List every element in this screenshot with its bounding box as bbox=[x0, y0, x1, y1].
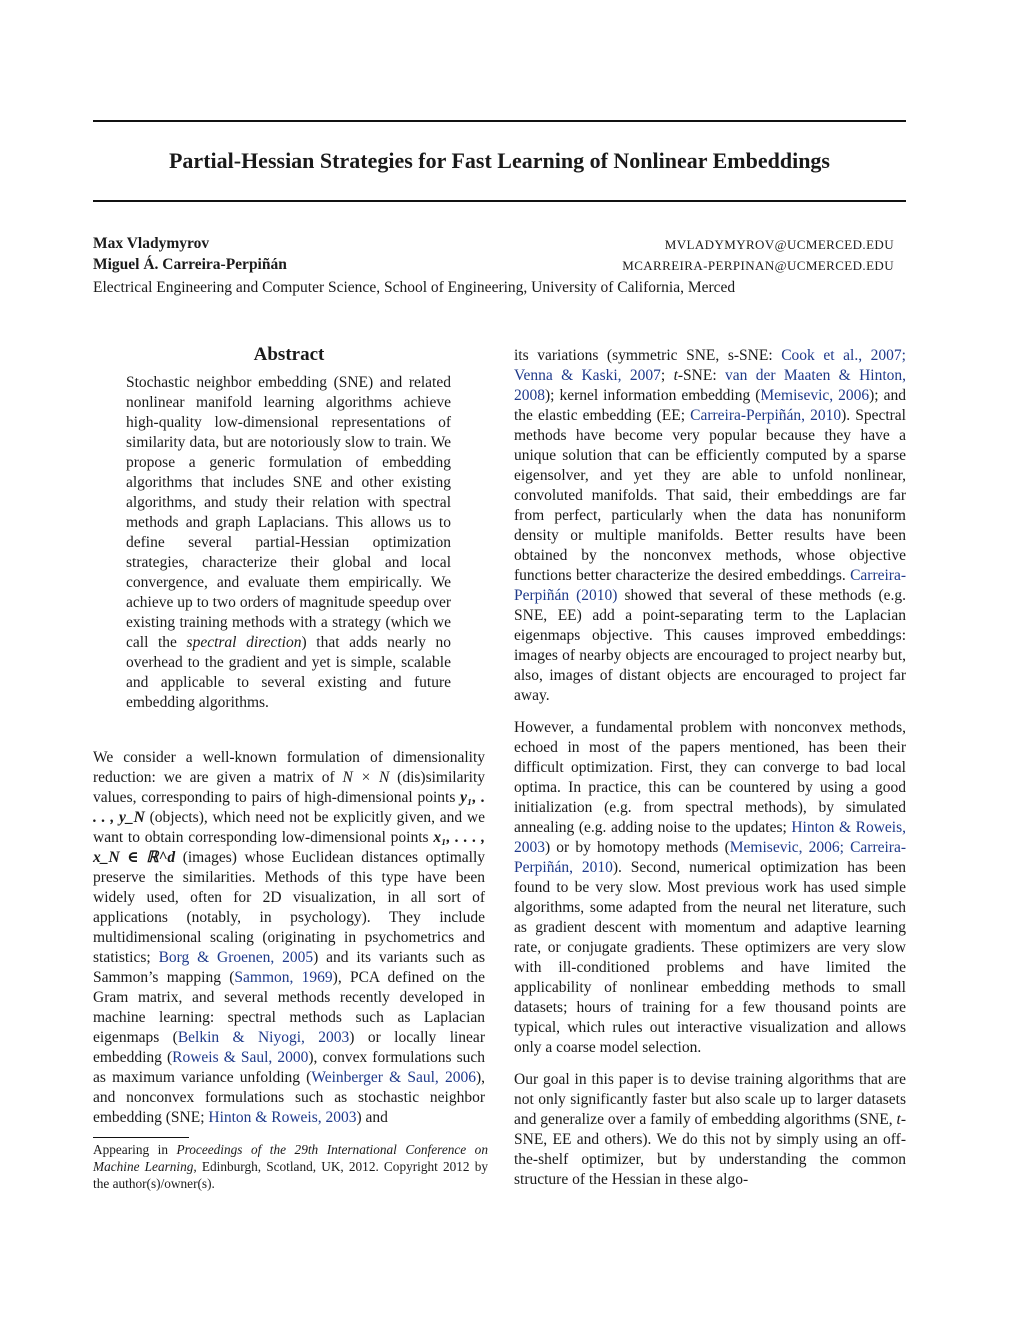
citation-hinton-roweis-2[interactable]: Hinton & Roweis, 2003 bbox=[514, 819, 906, 856]
abstract-heading: Abstract bbox=[253, 344, 325, 365]
top-rule bbox=[93, 120, 906, 122]
author-name-2: Miguel Á. Carreira-Perpiñán bbox=[93, 256, 287, 273]
footnote: Appearing in Proceedings of the 29th International Conference on Machine Learning, Edinburgh, Scotland, UK, 2012. Copyright 2012 by the author(s)/owner(s). bbox=[93, 1142, 489, 1191]
citation-memisevic[interactable]: Memisevic, 2006 bbox=[760, 387, 870, 404]
author-name-1: Max Vladymyrov bbox=[93, 235, 210, 252]
footnote-rule bbox=[93, 1137, 189, 1138]
citation-hinton-roweis[interactable]: Hinton & Roweis, 2003 bbox=[208, 1109, 357, 1126]
intro-paragraph: We consider a well-known formulation of dimensionality reduction: we are given a matrix of N × N (dis)similarity values, corresponding to pairs of high-dimensional points y₁, . . . , y_N (objects), which need not be explicitly given, and we want to obtain corresponding low-dimensional points x₁, . . . , x_N ∈ ℝ^d (images) whose Euclidean distances optimally preserve the similarities. Methods of this type have been widely used, often for 2D visualization, in all sort of applications (notably, in psychology). They include multidimensional scaling (originating in psychometrics and statistics; Borg & Groenen, 2005) and its variants such as Sammon’s mapping (Sammon, 1969), PCA defined on the Gram matrix, and several methods recently developed in machine learning: spectral methods such as Laplacian eigenmaps (Belkin & Niyogi, 2003) or locally linear embedding (Roweis & Saul, 2000), convex formulations such as maximum variance unfolding (Weinberger & Saul, 2006), and nonconvex formulations such as stochastic neighbor embedding (SNE; Hinton & Roweis, 2003) and bbox=[93, 749, 486, 1126]
author-email-2[interactable]: MCARREIRA-PERPINAN@UCMERCED.EDU bbox=[622, 258, 894, 273]
citation-borg-groenen[interactable]: Borg & Groenen, 2005 bbox=[158, 949, 314, 966]
citation-van-der-maaten[interactable]: van der Maaten & Hinton, 2008 bbox=[514, 367, 907, 404]
citation-cook-venna[interactable]: Cook et al., 2007; Venna & Kaski, 2007 bbox=[514, 347, 906, 384]
citation-memisevic-carreira[interactable]: Memisevic, 2006; Carreira-Perpiñán, 2010 bbox=[514, 839, 907, 876]
abstract-text: Stochastic neighbor embedding (SNE) and related nonlinear manifold learning algorithms achieve high-quality low-dimensional representations of similarity data, but are notoriously slow to train. We propose a generic formulation of embedding algorithms that includes SNE and other existing algorithms, and study their relation with spectral methods and graph Laplacians. This allows us to define several partial-Hessian optimization strategies, characterize their global and local convergence, and evaluate them empirically. We achieve up to two orders of magnitude speedup over existing training methods with a strategy (which we call the spectral direction) that adds nearly no overhead to the gradient and yet is simple, scalable and applicable to several existing and future embedding algorithms. bbox=[126, 374, 451, 711]
paragraph-problem: However, a fundamental problem with nonconvex methods, echoed in most of the papers mentioned, has been their difficult optimization. First, they can converge to bad local optima. In practice, this can be countered by using a good initialization (e.g. from spectral methods), by simulated annealing (e.g. adding noise to the updates; Hinton & Roweis, 2003) or by homotopy methods (Memisevic, 2006; Carreira-Perpiñán, 2010). Second, numerical optimization has been found to be very slow. Most previous work has used simple algorithms, some adapted from the neural net literature, such as gradient descent with momentum and adaptive learning rate, or conjugate gradients. These optimizers are very slow with ill-conditioned problems and have limited the applicability of nonlinear embedding methods to small datasets; hours of training for a few thousand points are typical, which rules out interactive visualization and allows only a coarse model selection. bbox=[514, 719, 907, 1056]
math-n-by-n: N × N bbox=[342, 769, 390, 786]
author-email-1[interactable]: MVLADYMYROV@UCMERCED.EDU bbox=[664, 237, 894, 252]
citation-weinberger-saul[interactable]: Weinberger & Saul, 2006 bbox=[311, 1069, 476, 1086]
affiliation: Electrical Engineering and Computer Science, School of Engineering, University of California, Merced bbox=[93, 279, 736, 296]
math-y-points: y₁, . . . , y_N bbox=[93, 789, 485, 826]
citation-roweis-saul[interactable]: Roweis & Saul, 2000 bbox=[172, 1049, 309, 1066]
title-bottom-rule bbox=[93, 200, 906, 202]
citation-carreira-perpinan-2[interactable]: Carreira-Perpiñán (2010) bbox=[514, 567, 906, 604]
math-x-points: x₁, . . . , x_N ∈ ℝ^d bbox=[93, 829, 485, 866]
paragraph-goal: Our goal in this paper is to devise training algorithms that are not only significantly faster but also scale up to larger datasets and generalize over a family of embedding algorithms (SNE, t-SNE, EE and others). We do this not by simply using an off-the-shelf optimizer, but by understanding the common structure of the Hessian in these algo- bbox=[514, 1071, 906, 1188]
citation-carreira-perpinan[interactable]: Carreira-Perpiñán, 2010 bbox=[690, 407, 842, 424]
citation-belkin-niyogi[interactable]: Belkin & Niyogi, 2003 bbox=[177, 1029, 350, 1046]
paper-title: Partial-Hessian Strategies for Fast Learning of Nonlinear Embeddings bbox=[168, 148, 830, 173]
right-column bbox=[514, 346, 906, 1202]
paragraph-variations: its variations (symmetric SNE, s-SNE: Cook et al., 2007; Venna & Kaski, 2007; t-SNE: van der Maaten & Hinton, 2008); kernel information embedding (Memisevic, 2006); and the elastic embedding (EE; Carreira-Perpiñán, 2010). Spectral methods have become very popular because they have a unique solution that can be efficiently computed by a sparse eigensolver, and yet they are able to unfold nonlinear, convoluted manifolds. That said, their embeddings are far from perfect, particularly when the data has nonuniform density or multiple manifolds. Better results have been obtained by the nonconvex methods, whose objective functions better characterize the desired embeddings. Carreira-Perpiñán (2010) showed that several of these methods (e.g. SNE, EE) add a point-separating term to the Laplacian eigenmaps objective. This causes improved embeddings: images of nearby objects are encouraged to project nearby but, also, images of distant objects are encouraged to project far away. bbox=[514, 347, 907, 704]
citation-sammon[interactable]: Sammon, 1969 bbox=[234, 969, 333, 986]
